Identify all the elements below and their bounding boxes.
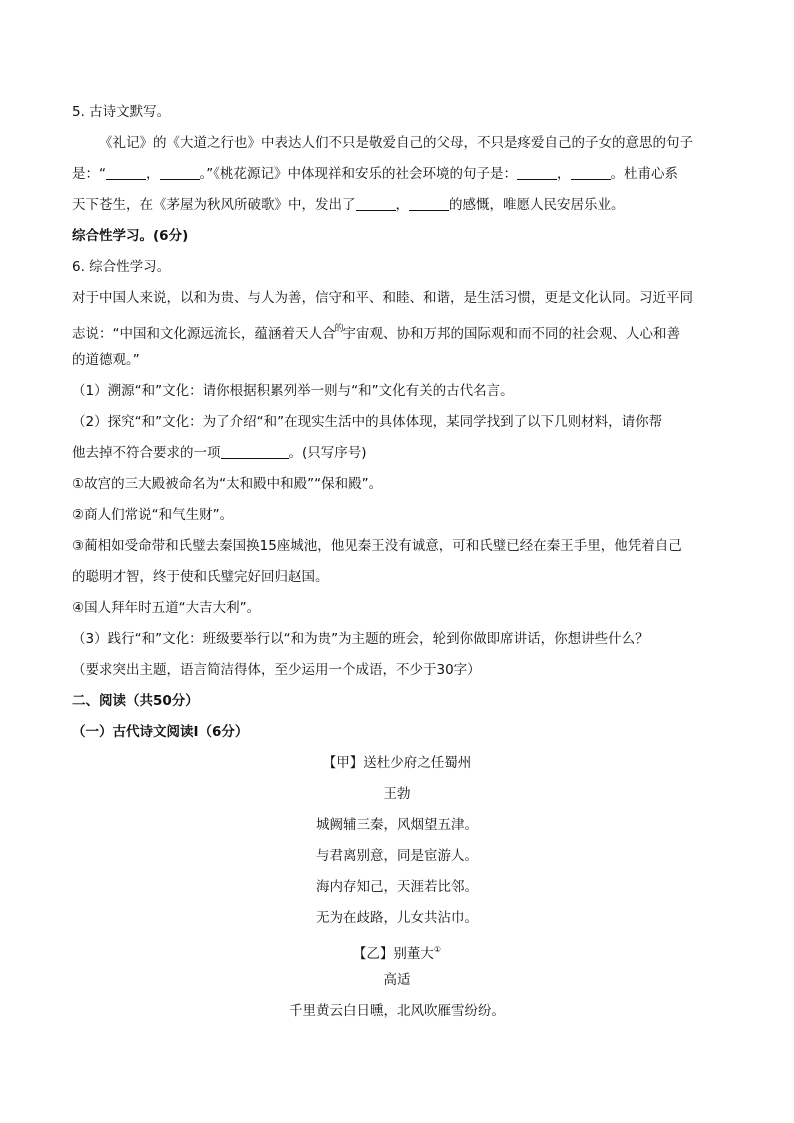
q6-heading: 6. 综合性学习。 <box>72 259 171 275</box>
subsection-poetry-title: （一）古代诗文阅读Ⅰ（6分） <box>72 724 249 740</box>
q6-item-3b: 的聪明才智，终于使和氏璧完好回归赵国。 <box>72 569 329 585</box>
blank-line <box>106 165 146 180</box>
poem-jia-line-3: 海内存知己，天涯若比邻。 <box>316 879 478 895</box>
section-reading-title: 二、阅读（共50分） <box>72 693 199 709</box>
document-page <box>72 97 722 1027</box>
poem-yi-line-1: 千里黄云白日曛，北风吹雁雪纷纷。 <box>289 1003 505 1019</box>
blank-line <box>571 165 611 180</box>
q6-item-4: ④国人拜年时五道“大吉大利”。 <box>72 600 261 616</box>
poem-jia-line-1: 城阙辅三秦，风烟望五津。 <box>316 817 478 833</box>
poem-jia-line-2: 与君离别意，同是宦游人。 <box>316 848 478 864</box>
blank-line <box>221 444 289 459</box>
blank-line <box>356 196 396 211</box>
poem-jia-author: 王勃 <box>383 786 411 802</box>
q6-sub-question-3-note: （要求突出主题，语言简洁得体，至少运用一个成语，不少于30字） <box>72 662 481 678</box>
q6-paragraph-1: 对于中国人来说，以和为贵、与人为善，信守和平、和睦、和谐，是生活习惯，更是文化认同。习近平同 <box>72 290 693 306</box>
q6-item-2: ②商人们常说“和气生财”。 <box>72 507 234 523</box>
poem-yi-title: 【乙】别董大① <box>352 945 442 962</box>
q5-line-1: 《礼记》的《大道之行也》中表达人们不只是敬爱自己的父母，不只是疼爱自己的子女的意思的句子 <box>99 135 693 151</box>
blank-line <box>517 165 557 180</box>
blank-line <box>160 165 200 180</box>
footnote-mark: ① <box>433 945 442 954</box>
section-comprehensive-title: 综合性学习。(6分) <box>72 228 189 244</box>
blank-line <box>409 196 449 211</box>
q5-line-2: 是：“ ， 。”《桃花源记》中体现祥和安乐的社会环境的句子是： ， 。杜甫心系 <box>72 166 678 182</box>
q6-sub-question-2b: 他去掉不符合要求的一项 。(只写序号) <box>72 445 367 461</box>
q6-sub-question-3: （3）践行“和”文化：班级要举行以“和为贵”为主题的班会，轮到你做即席讲话，你想讲些什么？ <box>72 631 649 647</box>
poem-yi-author: 高适 <box>383 972 411 988</box>
q6-sub-question-2a: （2）探究“和”文化：为了介绍“和”在现实生活中的具体体现，某同学找到了以下几则材料，请你帮 <box>72 414 663 430</box>
poem-jia-title: 【甲】送杜少府之任蜀州 <box>322 755 472 771</box>
poem-jia-line-4: 无为在歧路，儿女共沾巾。 <box>316 910 478 926</box>
q6-sub-question-1: （1）溯源“和”文化：请你根据积累列举一则与“和”文化有关的古代名言。 <box>72 383 514 399</box>
q5-heading: 5. 古诗文默写。 <box>72 104 171 120</box>
q5-line-3: 天下苍生，在《茅屋为秋风所破歌》中，发出了 ， 的感慨，唯愿人民安居乐业。 <box>72 197 625 213</box>
q6-paragraph-2: 志说：“中国和文化源远流长，蕴涵着天人合$^的$宇宙观、协和万邦的国际观和而不同的社会观、人心和善 <box>72 324 681 342</box>
q6-paragraph-3: 的道德观。” <box>72 352 140 368</box>
q6-item-1: ①故宫的三大殿被命名为“太和殿中和殿”“保和殿”。 <box>72 476 383 492</box>
q6-item-3a: ③蔺相如受命带和氏璧去秦国换15座城池，他见秦王没有诚意，可和氏璧已经在秦王手里，他凭着自己 <box>72 538 682 554</box>
